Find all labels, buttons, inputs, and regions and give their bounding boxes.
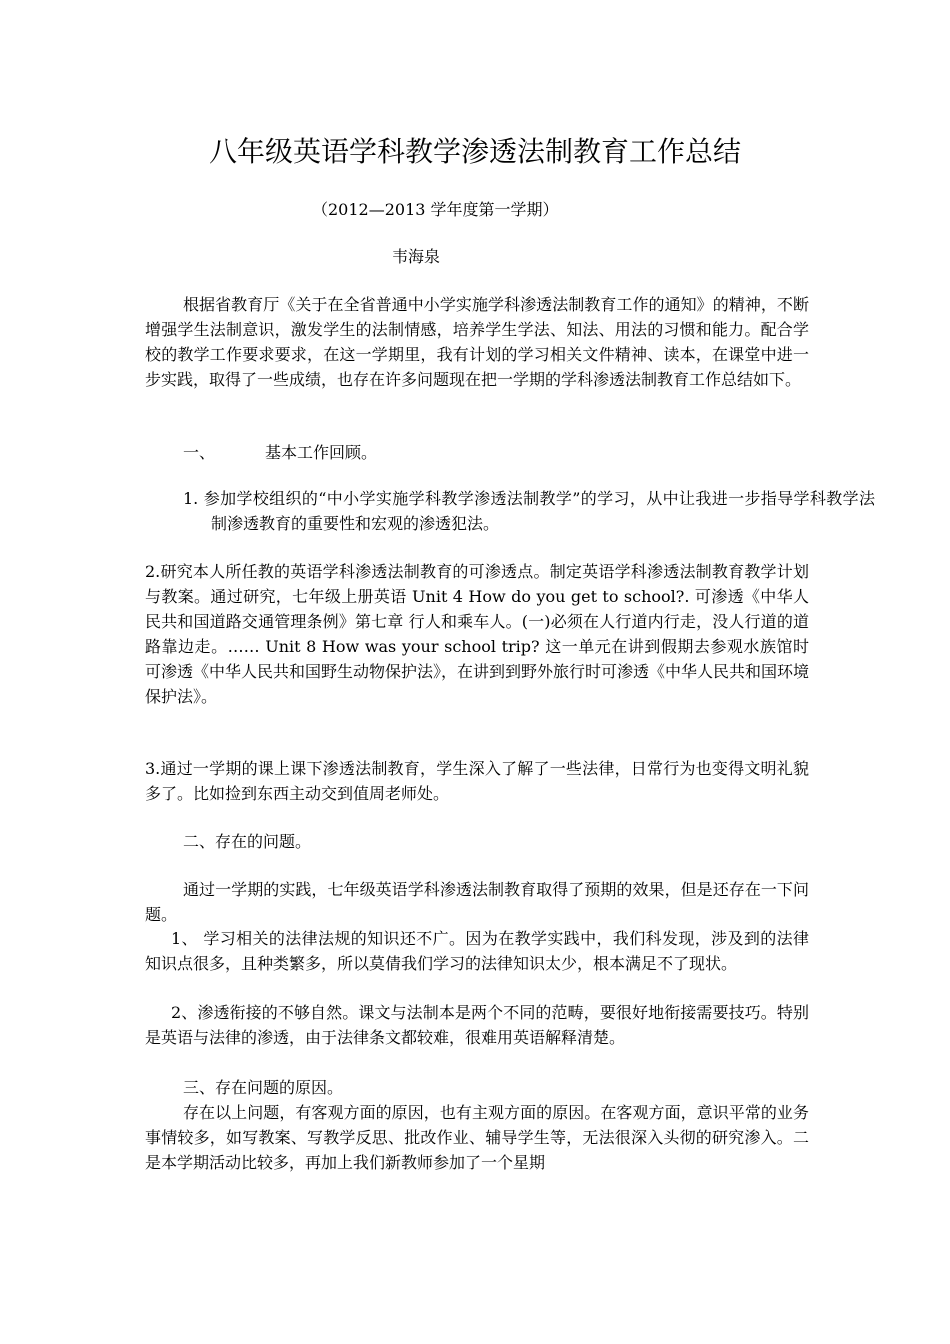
document-subtitle: （2012—2013 学年度第一学期） [312, 200, 559, 219]
document-author: 韦海泉 [392, 247, 441, 266]
section2-item2: 2、渗透衔接的不够自然。课文与法制本是两个不同的范畴，要很好地衔接需要技巧。特别是英语与法律的渗透，由于法律条文都较难，很难用英语解释清楚。 [145, 1003, 809, 1047]
section2-item1: 1、 学习相关的法律法规的知识还不广。因为在教学实践中，我们科发现，涉及到的法律知识点很多，且种类繁多，所以莫倩我们学习的法律知识太少，根本满足不了现状。 [145, 929, 809, 973]
section2-intro: 通过一学期的实践，七年级英语学科渗透法制教育取得了预期的效果，但是还存在一下问题。 [145, 880, 809, 924]
section1-heading-text: 基本工作回顾。 [265, 443, 378, 462]
intro-paragraph: 根据省教育厅《关于在全省普通中小学实施学科渗透法制教育工作的通知》的精神，不断增强学生法制意识，激发学生的法制情感，培养学生学法、知法、用法的习惯和能力。配合学校的教学工作要求要求，在这一学期里，我有计划的学习相关文件精神、读本，在课堂中进一步实践，取得了一些成绩，也存在许多问题现在把一学期的学科渗透法制教育工作总结如下。 [145, 295, 809, 389]
section1-item3: 3.通过一学期的课上课下渗透法制教育，学生深入了解了一些法律，日常行为也变得文明礼貌多了。比如捡到东西主动交到值周老师处。 [145, 759, 809, 803]
section3-paragraph: 存在以上问题，有客观方面的原因，也有主观方面的原因。在客观方面，意识平常的业务事情较多，如写教案、写教学反思、批改作业、辅导学生等，无法很深入头彻的研究渗入。二是本学期活动比较多，再加上我们新教师参加了一个星期 [145, 1103, 809, 1172]
section1-item2: 2.研究本人所任教的英语学科渗透法制教育的可渗透点。制定英语学科渗透法制教育教学计划与教案。通过研究，七年级上册英语 Unit 4 How do you get to school?. 可渗透《中华人民共和国道路交通管理条例》第七章 行人和乘车人。(一)必须在人行道内行走，没人行道的道路靠边走。…… Unit 8 How was your school trip? 这一单元在讲到假期去参观水族馆时可渗透《中华人民共和国野生动物保护法》，在讲到到野外旅行时可渗透《中华人民共和国环境保护法》。 [145, 562, 810, 706]
document-title: 八年级英语学科教学渗透法制教育工作总结 [208, 135, 741, 168]
section3-heading: 三、存在问题的原因。 [183, 1078, 344, 1097]
section2-heading: 二、存在的问题。 [183, 832, 312, 851]
section1-heading [183, 440, 377, 465]
section1-number: 一、 [183, 443, 216, 462]
section1-item1: 1. 参加学校组织的“中小学实施学科教学渗透法制教学”的学习，从中让我进一步指导学科教学法制渗透教育的重要性和宏观的渗透犯法。 [183, 489, 875, 533]
